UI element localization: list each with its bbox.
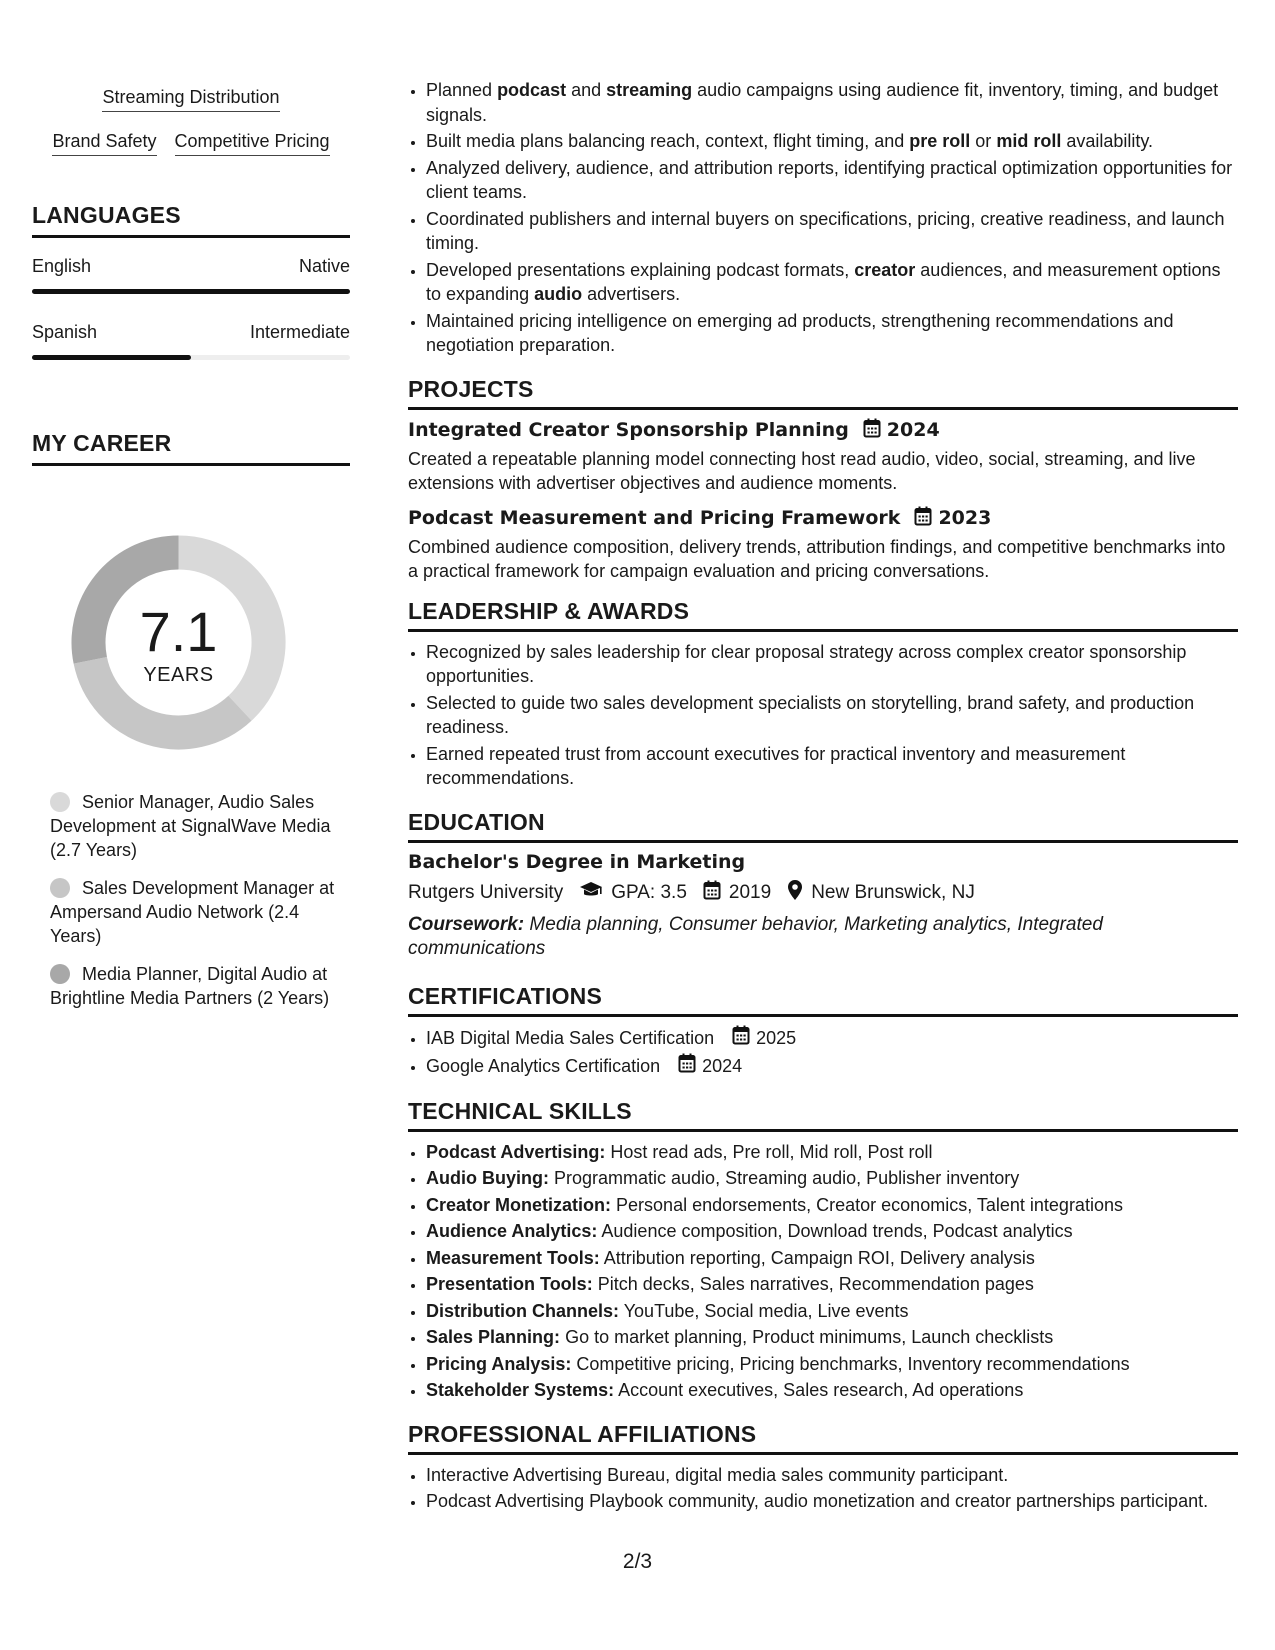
skill-category: Presentation Tools: bbox=[426, 1274, 593, 1294]
career-heading: MY CAREER bbox=[32, 430, 350, 466]
project-year: 2024 bbox=[886, 419, 940, 441]
skill-values: Programmatic audio, Streaming audio, Publisher inventory bbox=[554, 1168, 1020, 1188]
projects-list bbox=[408, 418, 1238, 584]
graduation-year: 2019 bbox=[728, 881, 772, 903]
gpa: GPA: 3.5 bbox=[611, 881, 687, 903]
skill-values: YouTube, Social media, Live events bbox=[623, 1300, 909, 1321]
bullet-keyword: podcast bbox=[497, 80, 567, 100]
bullet-text: Analyzed delivery, audience, and attribution reports, identifying practical optimization opportunities for client teams. bbox=[426, 157, 1233, 202]
skill-values: Host read ads, Pre roll, Mid roll, Post roll bbox=[610, 1141, 933, 1162]
calendar-icon bbox=[914, 506, 932, 531]
calendar-icon bbox=[703, 880, 721, 906]
coursework bbox=[408, 913, 1238, 961]
career-unit: YEARS bbox=[143, 664, 214, 686]
school: Rutgers University bbox=[408, 881, 564, 903]
skill-category: Measurement Tools: bbox=[426, 1247, 600, 1268]
experience-bullet bbox=[426, 78, 1238, 127]
skill-category: Sales Planning: bbox=[426, 1327, 561, 1347]
languages-heading: LANGUAGES bbox=[32, 202, 350, 238]
certification-name: • IAB Digital Media Sales Certification bbox=[426, 1027, 715, 1048]
skill-category: Distribution Channels: bbox=[426, 1300, 619, 1321]
legend-label: Sales Development Manager at Ampersand Audio Network (2.4 Years) bbox=[50, 878, 335, 946]
leadership-item: • Earned repeated trust from account executives for practical inventory and measurement recommendations. bbox=[426, 742, 1238, 791]
school-location: New Brunswick, NJ bbox=[811, 881, 975, 903]
graduation-cap-icon bbox=[579, 881, 603, 905]
certification-item bbox=[426, 1025, 1238, 1052]
skill-values: Audience composition, Download trends, Podcast analytics bbox=[601, 1221, 1073, 1241]
skill-category: Pricing Analysis: bbox=[426, 1353, 572, 1374]
legend-label: Senior Manager, Audio Sales Development at SignalWave Media (2.7 Years) bbox=[50, 792, 331, 860]
map-pin-icon bbox=[787, 879, 803, 907]
technical-skills-list bbox=[408, 1140, 1238, 1403]
skill-values: Go to market planning, Product minimums, Launch checklists bbox=[565, 1327, 1054, 1347]
bullet-text: Developed presentations explaining podcast formats, bbox=[426, 259, 855, 280]
skill-values: Personal endorsements, Creator economics, Talent integrations bbox=[616, 1194, 1123, 1215]
bullet-text: Planned bbox=[426, 80, 498, 100]
page-number: 2/3 bbox=[622, 1550, 653, 1573]
education-entry bbox=[408, 851, 1238, 961]
language-level: Native bbox=[298, 256, 350, 276]
legend-label: Media Planner, Digital Audio at Brightline Media Partners (2 Years) bbox=[50, 964, 330, 1008]
language-bar bbox=[32, 355, 350, 360]
certifications-heading: CERTIFICATIONS bbox=[408, 983, 1238, 1017]
certification bbox=[426, 1025, 796, 1052]
bullet-text: and bbox=[566, 80, 607, 100]
degree: Bachelor's Degree in Marketing bbox=[408, 850, 746, 873]
career-donut-chart bbox=[66, 530, 291, 755]
language-name: English bbox=[32, 256, 92, 276]
skill-values: Account executives, Sales research, Ad operations bbox=[618, 1380, 1024, 1400]
bullet-text: Maintained pricing intelligence on emerging ad products, strengthening recommendations and negotiation preparation. bbox=[426, 310, 1174, 355]
language-bar bbox=[32, 289, 350, 294]
bullet-text: audio campaigns using audience fit, inventory, timing, and budget signals. bbox=[426, 80, 1219, 125]
technical-skill bbox=[426, 1299, 1238, 1324]
skill-tag: Brand Safety bbox=[52, 130, 156, 156]
project-title bbox=[408, 506, 1238, 531]
calendar-icon bbox=[863, 418, 881, 443]
bullet-keyword: streaming bbox=[606, 80, 693, 100]
skill-tag: Competitive Pricing bbox=[175, 130, 330, 156]
project-date bbox=[863, 418, 940, 443]
technical-skill bbox=[426, 1246, 1238, 1271]
bullet-keyword: pre roll bbox=[909, 131, 971, 151]
technical-skill bbox=[426, 1325, 1238, 1350]
language-english bbox=[32, 256, 350, 294]
technical-skill bbox=[426, 1219, 1238, 1244]
bullet-text: or bbox=[970, 131, 997, 151]
tag-row bbox=[32, 86, 350, 112]
skill-category: Podcast Advertising: bbox=[426, 1141, 606, 1162]
skill-values: Attribution reporting, Campaign ROI, Delivery analysis bbox=[603, 1247, 1035, 1268]
bullet-text: Coordinated publishers and internal buyers on specifications, pricing, creative readiness, and launch timing. bbox=[426, 208, 1225, 253]
affiliation-item: • Interactive Advertising Bureau, digital media sales community participant. bbox=[426, 1463, 1238, 1488]
main-content bbox=[408, 0, 1238, 1516]
skill-category: Audience Analytics: bbox=[426, 1221, 598, 1241]
leadership-item: • Selected to guide two sales development specialists on storytelling, brand safety, and production readiness. bbox=[426, 691, 1238, 740]
skill-category: Audio Buying: bbox=[426, 1168, 549, 1188]
skill-values: Pitch decks, Sales narratives, Recommendation pages bbox=[597, 1274, 1034, 1294]
calendar-icon bbox=[732, 1025, 750, 1052]
coursework-text: Media planning, Consumer behavior, Marketing analytics, Integrated communications bbox=[408, 913, 1103, 959]
experience-bullet bbox=[426, 258, 1238, 307]
skill-tag: Streaming Distribution bbox=[102, 86, 279, 112]
career-total: 7.1 bbox=[139, 600, 218, 663]
career-legend bbox=[50, 790, 340, 1024]
certification-year: 2024 bbox=[702, 1056, 743, 1076]
technical-skill bbox=[426, 1272, 1238, 1297]
affiliation-item: • Podcast Advertising Playbook community, audio monetization and creator partnerships participant. bbox=[426, 1489, 1238, 1514]
technical-skill bbox=[426, 1352, 1238, 1377]
education-heading: EDUCATION bbox=[408, 809, 1238, 843]
certification-item bbox=[426, 1053, 1238, 1080]
language-spanish bbox=[32, 322, 350, 360]
calendar-icon bbox=[678, 1053, 696, 1080]
experience-bullet bbox=[426, 309, 1238, 358]
language-level: Intermediate bbox=[249, 322, 350, 342]
career-legend-item bbox=[50, 962, 340, 1010]
bullet-text: availability. bbox=[1061, 131, 1154, 151]
certification-year: 2025 bbox=[756, 1027, 797, 1048]
bullet-keyword: creator bbox=[854, 259, 916, 280]
legend-dot bbox=[50, 964, 70, 984]
certification-name: • Google Analytics Certification bbox=[426, 1056, 661, 1076]
projects-heading: PROJECTS bbox=[408, 376, 1238, 410]
tag-row bbox=[32, 130, 350, 156]
skill-tags bbox=[32, 86, 350, 174]
project-description: Created a repeatable planning model connecting host read audio, video, social, streaming, and live extensions with advertiser objectives and audience moments. bbox=[408, 448, 1196, 493]
experience-bullet bbox=[426, 156, 1238, 205]
bullet-keyword: mid roll bbox=[996, 131, 1062, 151]
experience-bullets bbox=[408, 78, 1238, 358]
bullet-text: Built media plans balancing reach, context, flight timing, and bbox=[426, 131, 910, 151]
technical-skills-heading: TECHNICAL SKILLS bbox=[408, 1098, 1238, 1132]
language-name: Spanish bbox=[32, 322, 98, 342]
skill-category: Creator Monetization: bbox=[426, 1194, 612, 1215]
coursework-label: Coursework: bbox=[408, 913, 525, 935]
language-bar-fill bbox=[32, 355, 191, 360]
affiliations-list bbox=[408, 1463, 1238, 1514]
leadership-heading: LEADERSHIP & AWARDS bbox=[408, 598, 1238, 632]
experience-bullet bbox=[426, 129, 1238, 154]
project-name: Podcast Measurement and Pricing Framework bbox=[408, 507, 901, 529]
skill-values: Competitive pricing, Pricing benchmarks, Inventory recommendations bbox=[576, 1353, 1130, 1374]
bullet-keyword: audio bbox=[534, 284, 583, 304]
technical-skill bbox=[426, 1140, 1238, 1165]
affiliations-heading: PROFESSIONAL AFFILIATIONS bbox=[408, 1421, 1238, 1455]
leadership-item: • Recognized by sales leadership for clear proposal strategy across complex creator sponsorship opportunities. bbox=[426, 640, 1238, 689]
project-title bbox=[408, 418, 1238, 443]
project-name: Integrated Creator Sponsorship Planning bbox=[408, 419, 849, 441]
technical-skill bbox=[426, 1378, 1238, 1403]
language-bar-fill bbox=[32, 289, 350, 294]
experience-bullet bbox=[426, 207, 1238, 256]
certification bbox=[426, 1053, 742, 1080]
project-year: 2023 bbox=[938, 507, 992, 529]
legend-dot bbox=[50, 792, 70, 812]
bullet-text: advertisers. bbox=[582, 284, 681, 304]
skill-category: Stakeholder Systems: bbox=[426, 1380, 615, 1400]
career-legend-item bbox=[50, 790, 340, 862]
project-date bbox=[914, 506, 991, 531]
leadership-list bbox=[408, 640, 1238, 791]
legend-dot bbox=[50, 878, 70, 898]
certifications-list bbox=[408, 1025, 1238, 1080]
technical-skill bbox=[426, 1193, 1238, 1218]
career-legend-item bbox=[50, 876, 340, 948]
bullet-text: audiences, and measurement options to expanding bbox=[426, 259, 1221, 304]
technical-skill bbox=[426, 1166, 1238, 1191]
project-description: Combined audience composition, delivery trends, attribution findings, and competitive benchmarks into a practical framework for campaign evaluation and pricing conversations. bbox=[408, 536, 1226, 581]
